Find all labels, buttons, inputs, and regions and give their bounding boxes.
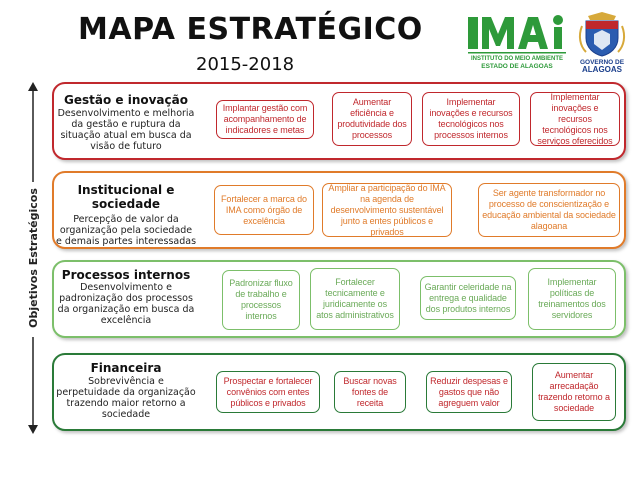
perspective-row-gestao-inovacao — [52, 82, 626, 160]
objective-box: Implementar inovações e recursos tecnológicos nos serviços oferecidos — [530, 92, 620, 146]
row-title: Financeira — [90, 361, 162, 375]
objective-box: Reduzir despesas e gastos que não agreguem valor — [426, 371, 512, 413]
ima-logo — [466, 14, 568, 72]
objective-box: Garantir celeridade na entrega e qualidade dos produtos internos — [420, 276, 516, 320]
objective-box: Padronizar fluxo de trabalho e processos internos — [222, 270, 300, 330]
objective-box: Fortalecer a marca do IMA como órgão de excelência — [214, 185, 314, 235]
ima-logo-line1: INSTITUTO DO MEIO AMBIENTE — [470, 56, 564, 62]
perspective-row-processos-internos — [52, 260, 626, 338]
objective-box: Aumentar eficiência e produtividade dos processos — [332, 92, 412, 146]
perspective-row-institucional-sociedade — [52, 171, 626, 249]
objective-box: Prospectar e fortalecer convênios com entes públicos e privados — [216, 371, 320, 413]
row-title: Institucional e sociedade — [77, 183, 175, 211]
governo-alagoas-logo — [574, 10, 630, 74]
objective-box: Buscar novas fontes de receita — [334, 371, 406, 413]
objectives-axis — [26, 82, 40, 434]
objective-box: Fortalecer tecnicamente e juridicamente os atos administrativos — [310, 268, 400, 330]
row-title: Processos internos — [61, 268, 191, 282]
objective-box: Aumentar arrecadação trazendo retorno a sociedade — [532, 363, 616, 421]
page-title: MAPA ESTRATÉGICO — [78, 12, 423, 47]
row-description: Sobrevivência e perpetuidade da organização trazendo maior retorno a sociedade — [56, 376, 196, 420]
objective-box: Ser agente transformador no processo de conscientização e educação ambiental da sociedade alagoana — [478, 183, 620, 237]
ima-logo-line2: ESTADO DE ALAGOAS — [481, 63, 553, 70]
ima-logo-graphic — [466, 14, 568, 72]
perspective-row-financeira — [52, 353, 626, 431]
gov-logo-line2: ALAGOAS — [582, 65, 622, 74]
row-description: Desenvolvimento e padronização dos processos da organização em busca da excelência — [57, 282, 195, 326]
row-title: Gestão e inovação — [64, 93, 188, 107]
period-subtitle: 2015-2018 — [196, 54, 295, 75]
objective-box: Implantar gestão com acompanhamento de indicadores e metas — [216, 100, 314, 139]
objective-box: Implementar inovações e recursos tecnológicos nos processos internos — [422, 92, 520, 146]
row-description: Percepção de valor da organização pela sociedade e demais partes interessadas — [56, 214, 197, 247]
axis-label: Objetivos Estratégicos — [27, 188, 40, 328]
gov-logo-line1: GOVERNO DE — [579, 59, 625, 66]
row-description: Desenvolvimento e melhoria da gestão e ruptura da situação atual em busca da visão de futuro — [57, 108, 195, 152]
objective-box: Ampliar a participação do IMA na agenda de desenvolvimento sustentável junto a entes públicos e privados — [322, 183, 452, 237]
coat-of-arms-icon — [574, 10, 630, 74]
objective-box: Implementar políticas de treinamentos dos servidores — [528, 268, 616, 330]
